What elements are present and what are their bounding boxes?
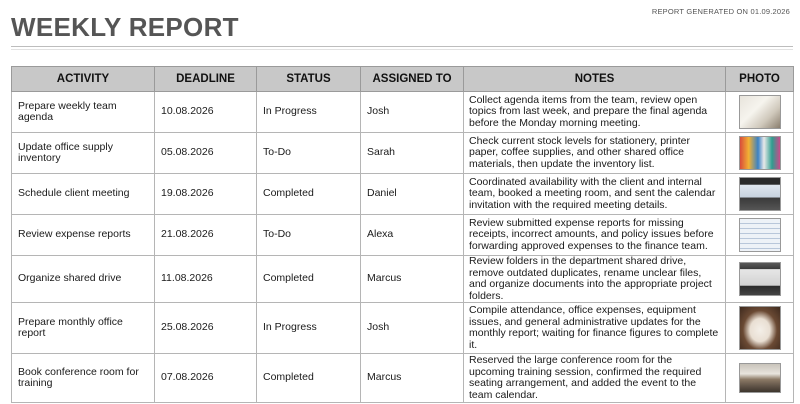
status-cell: Completed: [257, 354, 361, 403]
deadline-cell: 05.08.2026: [155, 133, 257, 174]
assigned-cell: Marcus: [361, 354, 464, 403]
assigned-cell: Sarah: [361, 133, 464, 174]
table-row: [12, 133, 794, 174]
photo-cell: [726, 303, 794, 354]
column-header-status: STATUS: [257, 67, 361, 92]
status-cell: To-Do: [257, 133, 361, 174]
document-desk-photo-icon[interactable]: [739, 306, 781, 350]
activity-cell: Schedule client meeting: [12, 174, 155, 215]
deadline-cell: 19.08.2026: [155, 174, 257, 215]
column-header-activity: ACTIVITY: [12, 67, 155, 92]
photo-cell: [726, 133, 794, 174]
photo-cell: [726, 174, 794, 215]
deadline-cell: 07.08.2026: [155, 354, 257, 403]
notes-cell: Check current stock levels for stationery, printer paper, coffee supplies, and other shared office materials, then update the inventory list.: [464, 133, 726, 174]
table-row: [12, 92, 794, 133]
table-header-row: [12, 67, 794, 92]
table-row: [12, 174, 794, 215]
deadline-cell: 10.08.2026: [155, 92, 257, 133]
page-title: WEEKLY REPORT: [11, 12, 239, 42]
activity-cell: Update office supply inventory: [12, 133, 155, 174]
laptop-calendar-photo-icon[interactable]: [739, 177, 781, 211]
conference-room-photo-icon[interactable]: [739, 363, 781, 393]
table-row: [12, 215, 794, 256]
assigned-cell: Daniel: [361, 174, 464, 215]
table-row: [12, 303, 794, 354]
status-cell: Completed: [257, 174, 361, 215]
notes-cell: Compile attendance, office expenses, equipment issues, and general administrative updates for the monthly report; waiting for finance figures to complete it.: [464, 303, 726, 354]
notebook-photo-icon[interactable]: [739, 95, 781, 129]
column-header-notes: NOTES: [464, 67, 726, 92]
assigned-cell: Josh: [361, 92, 464, 133]
notes-cell: Reserved the large conference room for the upcoming training session, confirmed the required seating arrangement, and added the event to the team calendar.: [464, 354, 726, 403]
report-table: [11, 66, 794, 403]
spreadsheet-photo-icon[interactable]: [739, 218, 781, 252]
activity-cell: Review expense reports: [12, 215, 155, 256]
photo-cell: [726, 215, 794, 256]
title-divider: [11, 46, 793, 50]
notes-cell: Review submitted expense reports for missing receipts, incorrect amounts, and policy issues before forwarding approved expenses to the finance team.: [464, 215, 726, 256]
notes-cell: Collect agenda items from the team, review open topics from last week, and prepare the final agenda before the Monday morning meeting.: [464, 92, 726, 133]
photo-cell: [726, 354, 794, 403]
assigned-cell: Marcus: [361, 256, 464, 303]
deadline-cell: 25.08.2026: [155, 303, 257, 354]
status-cell: In Progress: [257, 92, 361, 133]
column-header-photo: PHOTO: [726, 67, 794, 92]
status-cell: To-Do: [257, 215, 361, 256]
activity-cell: Organize shared drive: [12, 256, 155, 303]
report-generated-date: REPORT GENERATED ON 01.09.2026: [651, 7, 790, 16]
table-row: [12, 256, 794, 303]
column-header-assigned-to: ASSIGNED TO: [361, 67, 464, 92]
table-row: [12, 354, 794, 403]
notes-cell: Review folders in the department shared drive, remove outdated duplicates, rename unclear files, and organize documents into the appropriate project folders.: [464, 256, 726, 303]
status-cell: Completed: [257, 256, 361, 303]
deadline-cell: 11.08.2026: [155, 256, 257, 303]
column-header-deadline: DEADLINE: [155, 67, 257, 92]
monitor-photo-icon[interactable]: [739, 262, 781, 296]
photo-cell: [726, 92, 794, 133]
photo-cell: [726, 256, 794, 303]
activity-cell: Prepare monthly office report: [12, 303, 155, 354]
deadline-cell: 21.08.2026: [155, 215, 257, 256]
notes-cell: Coordinated availability with the client and internal team, booked a meeting room, and sent the calendar invitation with the required meeting details.: [464, 174, 726, 215]
activity-cell: Prepare weekly team agenda: [12, 92, 155, 133]
activity-cell: Book conference room for training: [12, 354, 155, 403]
status-cell: In Progress: [257, 303, 361, 354]
assigned-cell: Josh: [361, 303, 464, 354]
assigned-cell: Alexa: [361, 215, 464, 256]
supplies-photo-icon[interactable]: [739, 136, 781, 170]
